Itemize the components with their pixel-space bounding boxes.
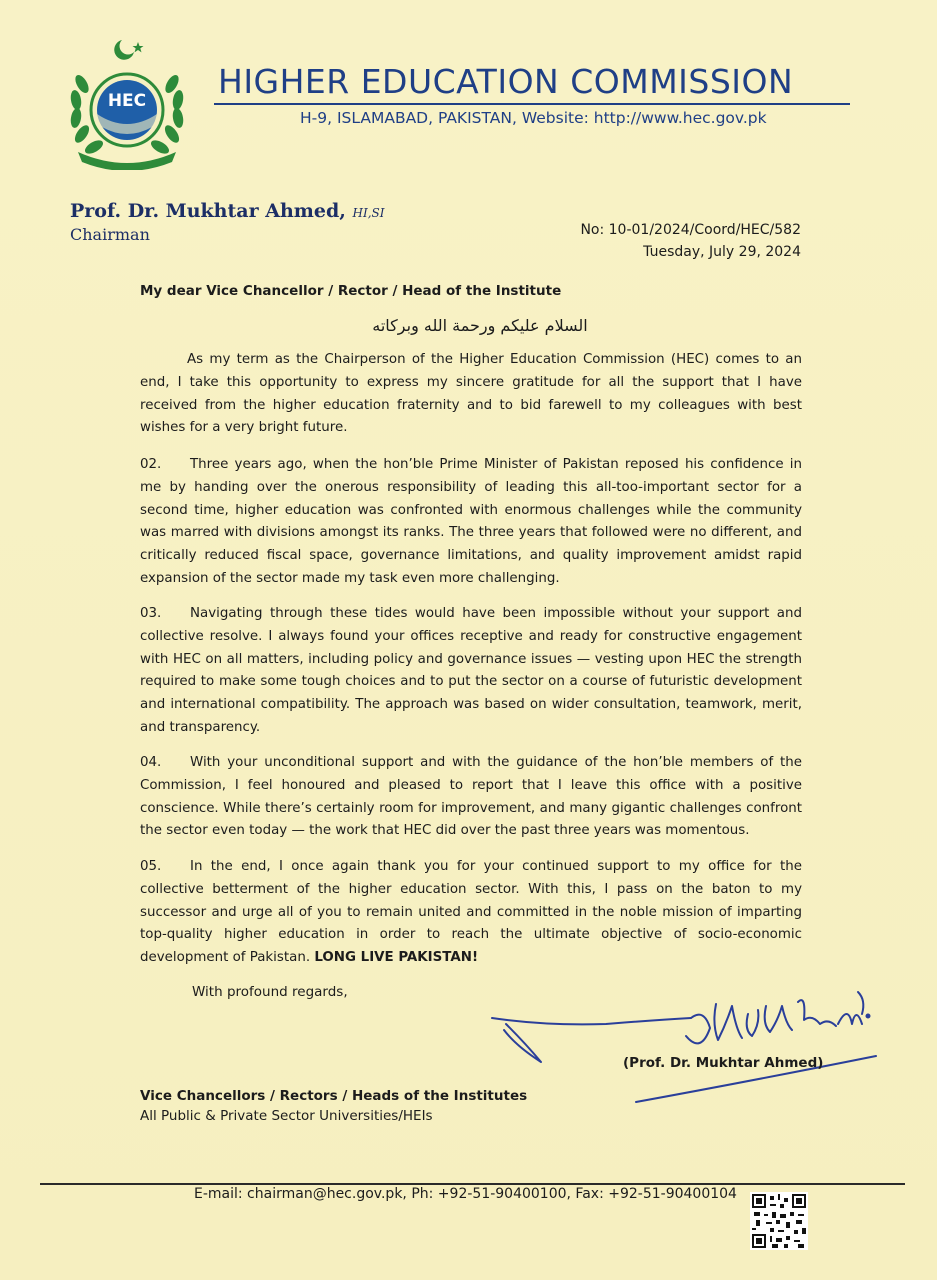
- addressee-line-2: All Public & Private Sector Universities/HEIs: [140, 1108, 433, 1124]
- closing-line: With profound regards,: [192, 984, 348, 1000]
- paragraph-text: As my term as the Chairperson of the Higher Education Commission (HEC) comes to an end, I take this opportunity to express my sincere gratitude for all the support that I have received from the higher education fraternity and to bid farewell to my colleagues with best wishes for a very bright future.: [140, 352, 802, 436]
- footer-contact: E-mail: chairman@hec.gov.pk, Ph: +92-51-90400100, Fax: +92-51-90400104: [194, 1186, 737, 1202]
- sender-name-text: Prof. Dr. Mukhtar Ahmed,: [70, 200, 346, 222]
- logo-text: HEC: [107, 91, 147, 111]
- arabic-greeting: السلام علیکم ورحمة الله وبرکاته: [372, 316, 588, 335]
- letterhead-rule: [214, 103, 850, 105]
- paragraph-number: 03.: [140, 606, 162, 621]
- paragraph-4: [140, 752, 802, 843]
- sender-name: [70, 200, 384, 222]
- addressee-line-1: Vice Chancellors / Rectors / Heads of the Institutes: [140, 1088, 528, 1104]
- paragraph-1: [140, 349, 802, 440]
- paragraph-5: [140, 856, 802, 970]
- paragraph-2: [140, 454, 802, 591]
- letter-date: Tuesday, July 29, 2024: [643, 244, 801, 260]
- paragraph-3: [140, 603, 802, 740]
- sender-title: Chairman: [70, 225, 150, 244]
- signatory-name: (Prof. Dr. Mukhtar Ahmed): [623, 1055, 824, 1071]
- paragraph-text: In the end, I once again thank you for your continued support to my office for the collective betterment of the higher education sector. With this, I pass on the baton to my successor and urge all of you to remain united and committed in the noble mission of imparting top-quality higher education in order to reach the ultimate objective of socio-economic development of Pakistan.: [140, 859, 802, 966]
- salutation: My dear Vice Chancellor / Rector / Head of the Institute: [140, 283, 562, 299]
- paragraph-number: 02.: [140, 457, 162, 472]
- reference-number: No: 10-01/2024/Coord/HEC/582: [580, 222, 801, 238]
- handwritten-signature: [486, 984, 886, 1104]
- paragraph-number: 05.: [140, 859, 162, 874]
- footer-rule: [40, 1183, 905, 1185]
- paragraph-text: Three years ago, when the hon’ble Prime Minister of Pakistan reposed his confidence in me by handing over the onerous responsibility of leading this all-too-important sector for a second time, higher education was confronted with enormous challenges while the community was marred with divisions amongst its ranks. The three years that followed were no different, and critically reduced fiscal space, governance limitations, and quality improvement amidst rapid expansion of the sector made my task even more challenging.: [140, 457, 802, 586]
- hec-emblem-icon: [64, 34, 190, 170]
- closing-emphasis: LONG LIVE PAKISTAN!: [314, 950, 479, 966]
- sender-honours: HI,SI: [352, 206, 385, 220]
- paragraph-text: With your unconditional support and with the guidance of the hon’ble members of the Commission, I feel honoured and pleased to report that I leave this office with a positive conscience. While there’s certainly room for improvement, and many gigantic challenges confront the sector even today — the work that HEC did over the past three years was momentous.: [140, 755, 802, 839]
- organization-address: H-9, ISLAMABAD, PAKISTAN, Website: http://www.hec.gov.pk: [300, 109, 767, 127]
- paragraph-text: Navigating through these tides would have been impossible without your support and collective resolve. I always found your offices receptive and ready for constructive engagement with HEC on all matters, including policy and governance issues — vesting upon HEC the strength required to make some tough choices and to put the sector on a course of futuristic development and international compatibility. The approach was based on wider consultation, teamwork, merit, and transparency.: [140, 606, 802, 735]
- paragraph-number: 04.: [140, 755, 162, 770]
- organization-name: HIGHER EDUCATION COMMISSION: [218, 62, 794, 101]
- qr-code-icon: [750, 1192, 808, 1250]
